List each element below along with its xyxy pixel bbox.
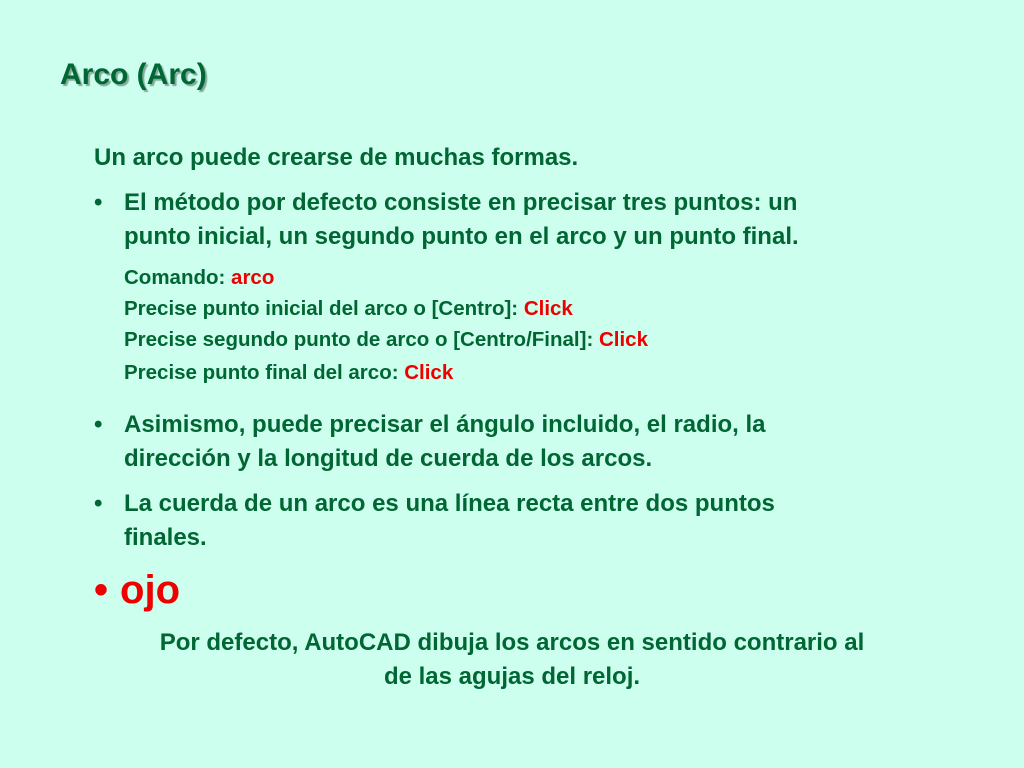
command-prompt: Precise segundo punto de arco o [Centro/Final]: <box>124 328 599 351</box>
command-response: arco <box>231 266 275 289</box>
bullet-text-line: Asimismo, puede precisar el ángulo incluido, el radio, la <box>124 411 766 438</box>
bullet-text-line: La cuerda de un arco es una línea recta entre dos puntos <box>124 490 775 517</box>
bullet-item-other-options <box>94 408 766 476</box>
intro-text: Un arco puede crearse de muchas formas. <box>94 144 579 171</box>
closing-line: de las agujas del reloj. <box>383 663 641 690</box>
ojo-note <box>94 568 180 613</box>
bullet-text-line: dirección y la longitud de cuerda de los arcos. <box>124 445 653 472</box>
bullet-item-chord-definition <box>94 487 775 555</box>
command-prompt: Precise punto inicial del arco o [Centro]: <box>124 297 524 320</box>
slide-title: Arco (Arc) <box>60 58 207 91</box>
bullet-icon: • <box>94 189 103 216</box>
bullet-text-line: punto inicial, un segundo punto en el arco y un punto final. <box>124 223 799 250</box>
bullet-item-default-method <box>94 186 799 254</box>
bullet-text-line: El método por defecto consiste en precisar tres puntos: un <box>124 189 798 216</box>
bullet-icon: • <box>94 490 103 517</box>
closing-note <box>80 626 944 694</box>
closing-line: Por defecto, AutoCAD dibuja los arcos en sentido contrario al <box>159 629 865 656</box>
command-line <box>124 297 573 321</box>
command-prompt: Precise punto final del arco: <box>124 361 405 384</box>
ojo-label: ojo <box>120 568 180 612</box>
command-prompt: Comando: <box>124 266 232 289</box>
command-line <box>124 266 274 290</box>
bullet-icon: • <box>94 568 109 612</box>
command-response: Click <box>523 297 573 320</box>
command-line <box>124 361 453 385</box>
command-response: Click <box>598 328 648 351</box>
command-response: Click <box>404 361 454 384</box>
bullet-icon: • <box>94 411 103 438</box>
command-line <box>124 328 648 352</box>
bullet-text-line: finales. <box>124 524 207 551</box>
